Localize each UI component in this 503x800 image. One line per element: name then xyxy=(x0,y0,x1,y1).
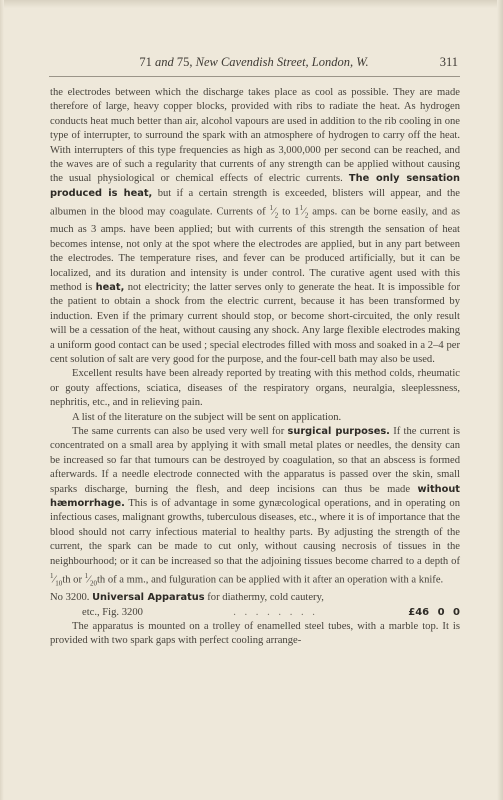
paragraph-results: Excellent results have been already reported by treating with this method colds, rheumatic or gouty affections, sciatica, diseases of the respiratory organs, neuralgia, sleeplessness, nephritis, etc., and in relieving pain. xyxy=(50,368,460,409)
paragraph-surgical: The same currents can also be used very well for surgical purposes. If the current is concentrated on a small area by applying it with small metal plates or needles, the density can be increased so far that tumours can be destroyed by coagulation, so that an abscess is formed afterwards. If a needle electrode connected with the apparatus is passed over the skin, small sparks discharge, burning the flesh, and deep incisions can thus be made without hæmorrhage. This is of advantage in some gynæcological operations, and in operating on infectious cases, malignant growths, tuberculous diseases, etc., where it is of importance that the blood should not carry infectious material to healthy parts. By adjusting the strength of the current, the spark can be made to cut only, without causing necrosis of tissues in the neighbourhood; or it can be increased so that the adjoining tissues become charred to a depth of $^1⁄_{10}th$ or $^1⁄_{20}th$ of a mm., and fulguration can be applied with it after an operation with a knife. xyxy=(50,425,461,588)
catalogue-number: No 3200. xyxy=(50,592,90,604)
paragraph-apparatus: The apparatus is mounted on a trolley of enamelled steel tubes, with a marble top. It is provided with two spark gaps with perfect cooling arrange- xyxy=(50,620,460,647)
page-top-edge xyxy=(0,0,503,8)
bold-word-heat: heat, xyxy=(95,281,125,293)
leader-dots: . . . . . . . . xyxy=(233,606,318,618)
body-text xyxy=(50,86,460,649)
page-right-edge xyxy=(497,0,503,800)
bold-phrase-haemorrhage: without hæmorrhage. xyxy=(50,483,460,510)
catalogue-title: Universal Apparatus xyxy=(92,592,205,604)
header-rule xyxy=(49,76,460,77)
paragraph-literature: A list of the literature on the subject will be sent on application. xyxy=(72,411,342,423)
bold-phrase-surgical: surgical purposes. xyxy=(287,425,390,437)
page-number: 311 xyxy=(439,55,458,69)
catalogue-entry xyxy=(50,591,460,620)
running-head-address: 71 and 75, New Cavendish Street, London, W. xyxy=(139,55,369,69)
paragraph-continuation: the electrodes between which the discharge takes place as cool as possible. They are made therefore of large, heavy copper blocks, provided with ribs to radiate the heat. As hydrogen conducts heat much better than air, alcohol vapours are used in addition to the rib cooling in one type of interrupter, to surround the spark with an atmosphere of hydrogen to carry off the heat. With interrupters of this type frequencies as high as 3,000,000 per second can be reached, and the waves are of such a regularity that currents of any strength can be applied without causing the usual physiological or chemical effects of electric currents. The only sensation produced is heat, but if a certain strength is exceeded, blisters will appear, and the albumen in the blood may coagulate. Currents of $^1⁄_2$ to $1^1⁄_2$ amps. can be borne easily, and as much as 3 amps. have been applied; but with currents of this strength the sensation of heat becomes intense, not only at the spot where the electrodes are applied, but in any part between the electrodes. The temperature rises, and fever can be produced artificially, but it can be localized, and its duration and intensity is under control. The curative agent used with this method is heat, not electricity; the latter serves only to generate the heat. It is impossible for the patient to obtain a shock from the electric current, because it has been transformed by induction. Even if the primary current should stop, or become short-circuited, the only result will be a cessation of the heat, without causing any shock. Any large flexible electrodes making a uniform good contact can be used ; special electrodes filled with moss and soaked in a 2–4 per cent solution of salt are very good for the purpose, and the four-cell bath may also be used. xyxy=(50,87,461,365)
page-left-edge xyxy=(0,0,4,800)
bold-phrase-sensation: The only sensation produced is heat, xyxy=(50,173,460,199)
catalogue-description: for diathermy, cold cautery, xyxy=(207,592,324,604)
catalogue-price: £46 0 0 xyxy=(408,606,460,618)
running-header xyxy=(50,55,458,71)
catalogue-figure-ref: etc., Fig. 3200 xyxy=(82,606,143,618)
